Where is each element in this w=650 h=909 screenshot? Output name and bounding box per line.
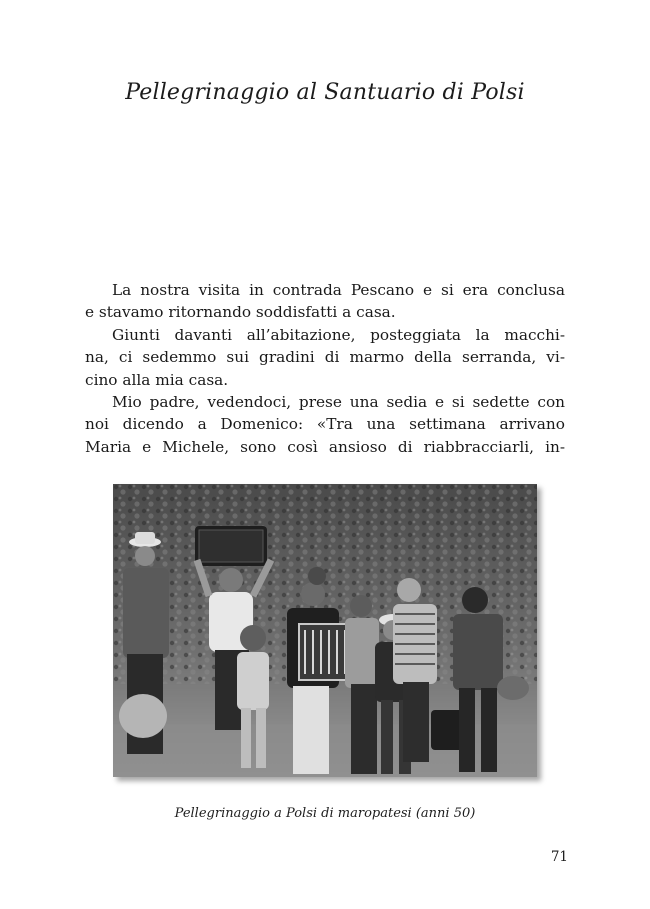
paragraph-line: noi dicendo a Domenico: «Tra una settimana arrivano [85, 415, 565, 434]
photo-caption: Pellegrinaggio a Polsi di maropatesi (anni 50) [174, 806, 476, 821]
paragraph-line: cino alla mia casa. [85, 370, 229, 389]
pilgrimage-photo [113, 484, 537, 777]
paragraph-line: Mio padre, vedendoci, prese una sedia e si sedette con [112, 392, 565, 411]
paragraph-line: Giunti davanti all’abitazione, posteggiata la macchi- [112, 325, 565, 344]
paragraph-line: La nostra visita in contrada Pescano e si era conclusa [112, 281, 565, 299]
photo-illustration [113, 484, 537, 777]
paragraph-line: Maria e Michele, sono così ansioso di riabbracciarli, in- [85, 437, 565, 456]
paragraph-line: e stavamo ritornando soddisfatti a casa. [85, 303, 396, 322]
page-number: 71 [550, 849, 568, 865]
paragraph-line: na, ci sedemmo sui gradini di marmo della serranda, vi- [85, 348, 565, 367]
chapter-title: Pellegrinaggio al Santuario di Polsi [125, 80, 525, 105]
body-text [85, 279, 565, 458]
